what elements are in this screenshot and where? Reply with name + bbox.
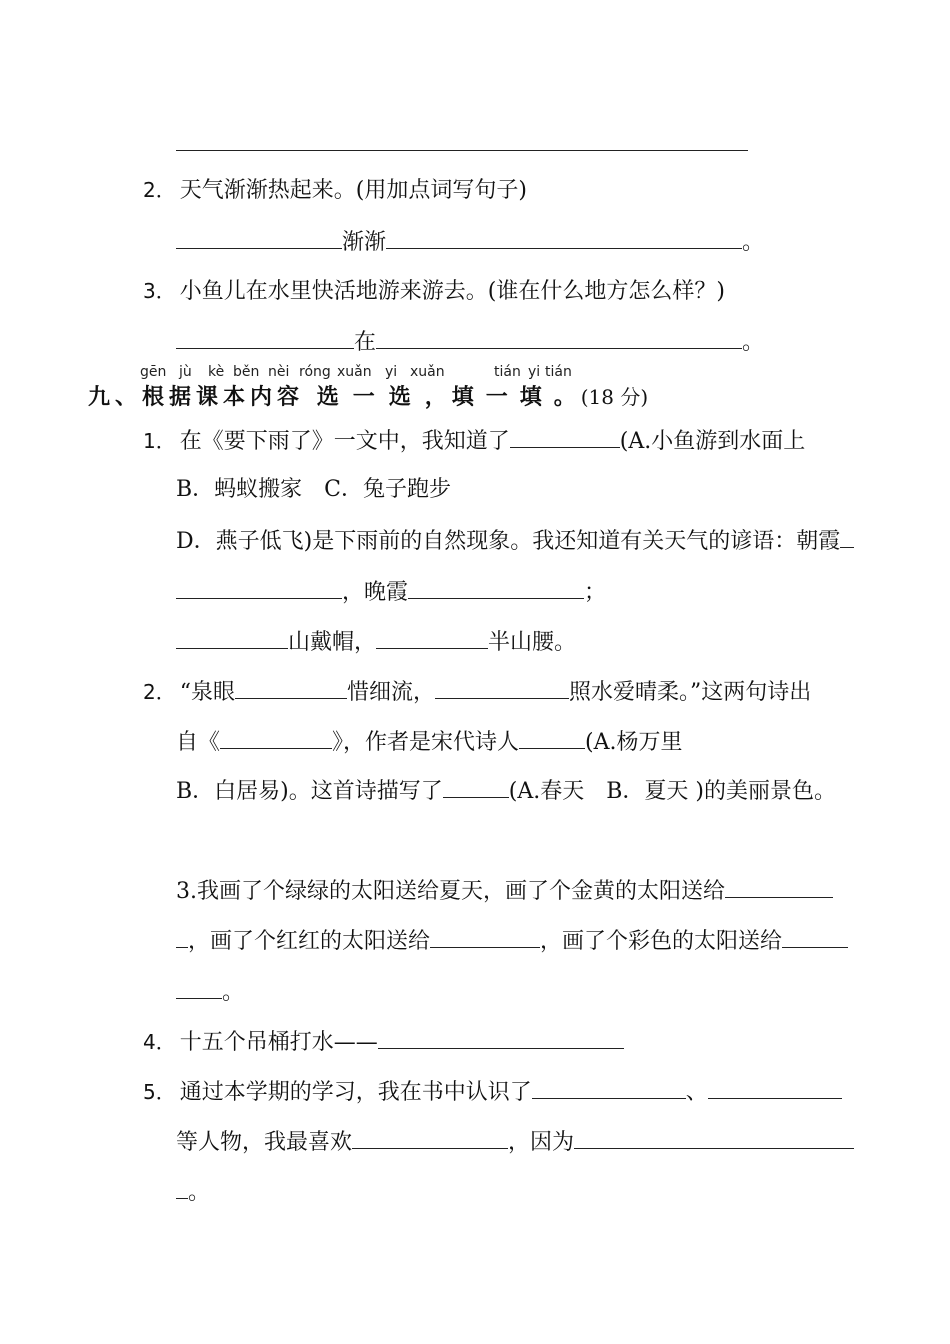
required-word: 渐渐 bbox=[342, 230, 387, 255]
section-title-choose: 选一选 bbox=[316, 385, 425, 410]
answer-blank[interactable] bbox=[220, 726, 332, 749]
instruction-hint: (谁在什么地方怎么样？) bbox=[487, 279, 725, 304]
question-text: 在《要下雨了》一文中，我知道了 bbox=[179, 429, 510, 454]
q9-item3-line1 bbox=[176, 875, 833, 905]
question-text: 、 bbox=[685, 1080, 708, 1105]
required-word: 在 bbox=[354, 330, 377, 355]
answer-blank[interactable] bbox=[376, 626, 488, 649]
question-text: 半山腰。 bbox=[488, 630, 577, 655]
question-text: 。 bbox=[188, 1180, 211, 1205]
q8-item3-answer bbox=[176, 326, 764, 356]
answer-blank[interactable] bbox=[176, 576, 342, 599]
question-text: ，画了个红红的太阳送给 bbox=[188, 929, 431, 954]
answer-blank[interactable] bbox=[176, 976, 222, 999]
pinyin: xuǎn bbox=[337, 364, 372, 380]
answer-blank[interactable] bbox=[378, 1026, 624, 1049]
q8-item2-prompt bbox=[143, 175, 527, 205]
item-number: 3． bbox=[143, 279, 176, 303]
q9-item1-line3 bbox=[176, 525, 854, 555]
answer-blank[interactable] bbox=[725, 875, 833, 898]
option-text: (A.小鱼游到水面上 bbox=[619, 429, 806, 454]
answer-blank[interactable] bbox=[386, 226, 742, 249]
question-text: 。 bbox=[222, 980, 245, 1005]
answer-line[interactable] bbox=[176, 150, 748, 151]
answer-blank[interactable] bbox=[430, 925, 540, 948]
answer-blank[interactable] bbox=[510, 425, 620, 448]
question-text: 山戴帽， bbox=[288, 630, 377, 655]
question-text: B．白居易)。这首诗描写了 bbox=[176, 779, 443, 804]
q9-item3-line3 bbox=[176, 976, 244, 1006]
item-number: 5． bbox=[143, 1080, 176, 1104]
question-text: “泉眼 bbox=[179, 680, 235, 705]
answer-blank[interactable] bbox=[574, 1126, 854, 1149]
question-text: 等人物，我最喜欢 bbox=[176, 1130, 353, 1155]
answer-blank[interactable] bbox=[176, 626, 288, 649]
q9-item1-line1 bbox=[143, 425, 805, 455]
q9-item3-line2 bbox=[176, 925, 848, 955]
q9-item1-line4 bbox=[176, 576, 606, 606]
q9-item2-line1 bbox=[143, 676, 811, 706]
question-text: 通过本学期的学习，我在书中认识了 bbox=[179, 1080, 532, 1105]
question-text: ，因为 bbox=[508, 1130, 575, 1155]
q9-item5-line2 bbox=[176, 1126, 854, 1156]
pinyin: tián bbox=[494, 364, 521, 380]
pinyin: róng bbox=[299, 364, 331, 380]
answer-blank[interactable] bbox=[176, 925, 188, 948]
question-text: 自《 bbox=[176, 730, 221, 755]
section-title-end: 。 bbox=[553, 385, 581, 410]
answer-blank[interactable] bbox=[352, 1126, 508, 1149]
question-text: 惜细流， bbox=[346, 680, 435, 705]
answer-blank[interactable] bbox=[708, 1076, 842, 1099]
item-number: 2． bbox=[143, 178, 176, 202]
option-text: (A.杨万里 bbox=[585, 730, 683, 755]
question-text: ，晚霞 bbox=[342, 580, 409, 605]
question-text: 照水爱晴柔。”这两句诗出 bbox=[569, 680, 812, 705]
pinyin: yi bbox=[528, 364, 541, 380]
section-score: (18 分) bbox=[580, 385, 649, 409]
question-text: 十五个吊桶打水—— bbox=[179, 1030, 378, 1055]
answer-blank[interactable] bbox=[176, 1176, 188, 1199]
pinyin: běn bbox=[233, 364, 260, 380]
pinyin: tián bbox=[545, 364, 572, 380]
item-number: 1． bbox=[143, 429, 176, 453]
answer-blank[interactable] bbox=[408, 576, 584, 599]
pinyin: yi bbox=[385, 364, 398, 380]
answer-blank[interactable] bbox=[443, 775, 509, 798]
instruction-hint: (用加点词写句子) bbox=[355, 178, 527, 203]
sentence-end: 。 bbox=[742, 230, 765, 255]
q9-item2-line2 bbox=[176, 726, 683, 756]
sentence-text: 小鱼儿在水里快活地游来游去。 bbox=[179, 279, 488, 304]
question-text: ，画了个彩色的太阳送给 bbox=[540, 929, 783, 954]
section-title-comma: ， bbox=[424, 385, 452, 410]
q9-item4-line1 bbox=[143, 1026, 624, 1056]
q9-item2-line3 bbox=[176, 775, 836, 805]
q8-item3-prompt bbox=[143, 276, 725, 306]
q8-item2-answer bbox=[176, 226, 764, 256]
pinyin: kè bbox=[208, 364, 225, 380]
question-text: ； bbox=[584, 580, 607, 605]
item-number: 4． bbox=[143, 1030, 176, 1054]
answer-blank[interactable] bbox=[782, 925, 848, 948]
answer-blank[interactable] bbox=[532, 1076, 686, 1099]
option-text: (A.春天 B．夏天 )的美丽景色。 bbox=[508, 779, 836, 804]
q9-item5-line1 bbox=[143, 1076, 842, 1106]
section-title bbox=[88, 380, 648, 411]
answer-blank[interactable] bbox=[235, 676, 347, 699]
item-number: 2． bbox=[143, 680, 176, 704]
section-title-fill: 填一填 bbox=[451, 385, 554, 410]
answer-blank[interactable] bbox=[176, 326, 354, 349]
pinyin: jù bbox=[179, 364, 192, 380]
answer-blank[interactable] bbox=[435, 676, 569, 699]
answer-blank[interactable] bbox=[176, 226, 342, 249]
section-title-main: 九、根据课本内容 bbox=[88, 385, 305, 410]
q9-item1-line5 bbox=[176, 626, 576, 656]
option-text: B．蚂蚁搬家 C．兔子跑步 bbox=[176, 477, 452, 502]
q9-item1-line2 bbox=[176, 475, 451, 505]
sentence-text: 天气渐渐热起来。 bbox=[179, 178, 356, 203]
question-text: 》，作者是宋代诗人 bbox=[332, 730, 520, 755]
answer-blank[interactable] bbox=[519, 726, 585, 749]
answer-blank[interactable] bbox=[840, 525, 854, 548]
question-text: D．燕子低飞)是下雨前的自然现象。我还知道有关天气的谚语：朝霞 bbox=[176, 529, 841, 554]
pinyin: xuǎn bbox=[410, 364, 445, 380]
sentence-end: 。 bbox=[742, 330, 765, 355]
question-text: 3.我画了个绿绿的太阳送给夏天，画了个金黄的太阳送给 bbox=[176, 879, 725, 904]
pinyin: nèi bbox=[268, 364, 290, 380]
answer-blank[interactable] bbox=[376, 326, 742, 349]
pinyin: gēn bbox=[140, 364, 167, 380]
q9-item5-line3 bbox=[176, 1176, 210, 1206]
